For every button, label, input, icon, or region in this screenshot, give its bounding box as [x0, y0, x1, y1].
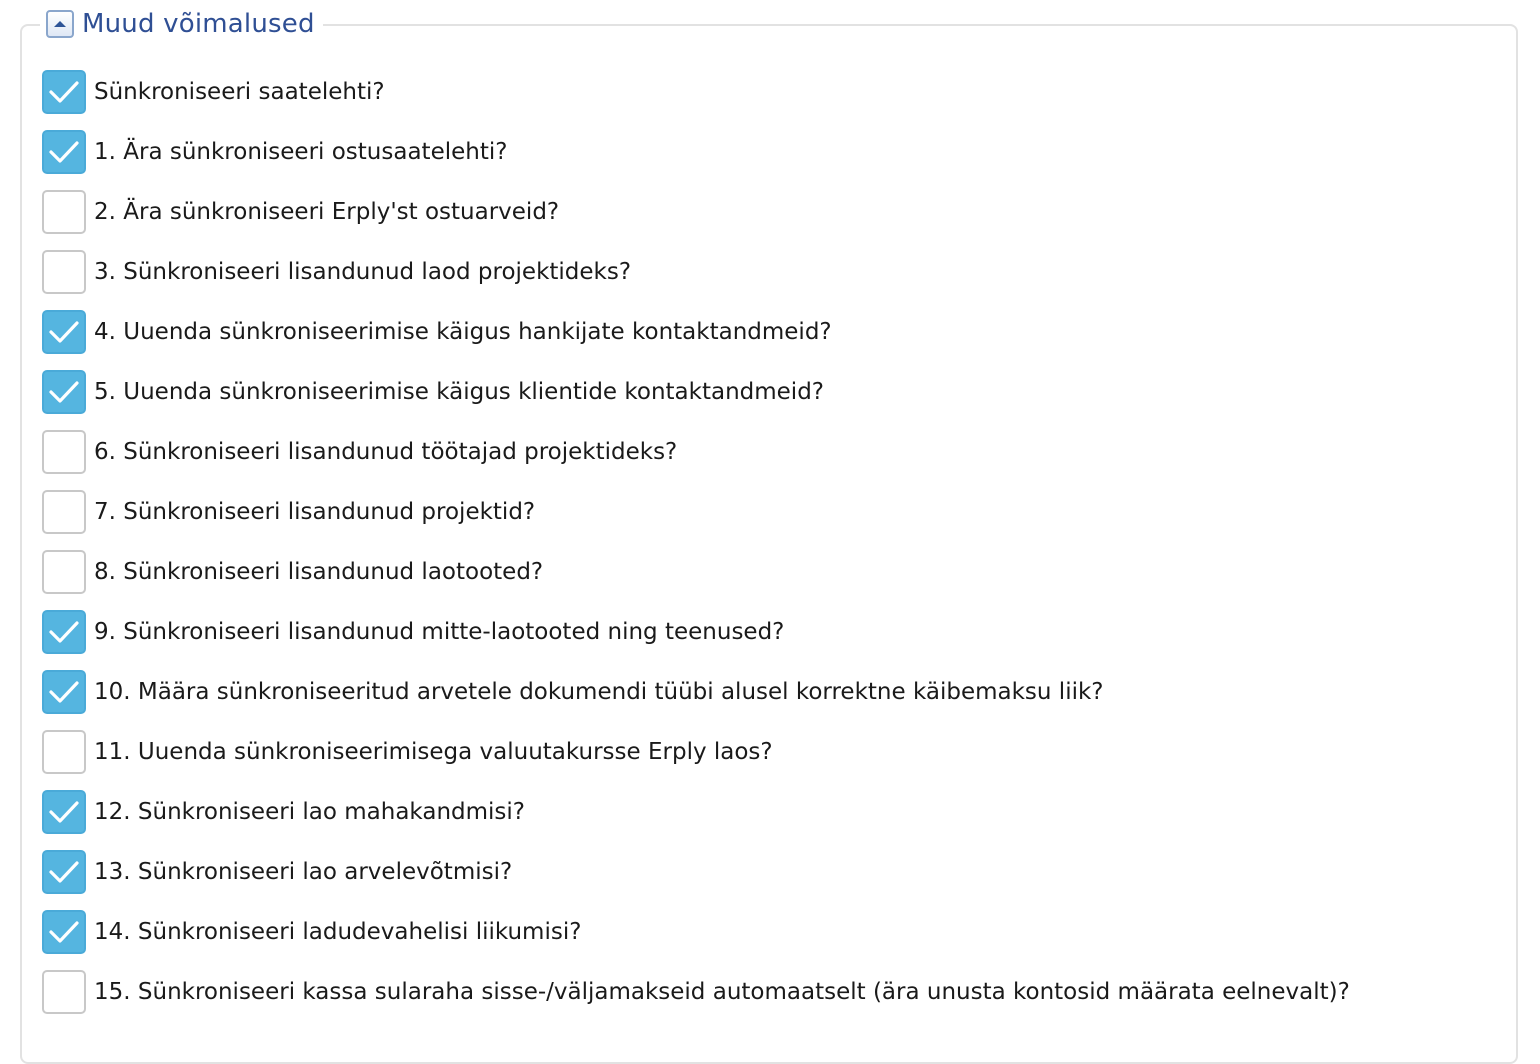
option-row: [42, 482, 1350, 542]
option-label[interactable]: 2. Ära sünkroniseeri Erply'st ostuarveid?: [94, 199, 560, 225]
option-label[interactable]: 14. Sünkroniseeri ladudevahelisi liikumisi?: [94, 919, 582, 945]
option-checkbox[interactable]: [42, 430, 86, 474]
option-checkbox[interactable]: [42, 970, 86, 1014]
checkmark-icon: [47, 378, 81, 406]
option-row: [42, 782, 1350, 842]
option-checkbox[interactable]: [42, 70, 86, 114]
option-row: [42, 722, 1350, 782]
option-checkbox[interactable]: [42, 130, 86, 174]
checkmark-icon: [47, 798, 81, 826]
option-checkbox[interactable]: [42, 550, 86, 594]
option-label[interactable]: 3. Sünkroniseeri lisandunud laod projektideks?: [94, 259, 632, 285]
option-row: [42, 302, 1350, 362]
option-label[interactable]: 10. Määra sünkroniseeritud arvetele dokumendi tüübi alusel korrektne käibemaksu liik?: [94, 679, 1104, 705]
option-label[interactable]: 9. Sünkroniseeri lisandunud mitte-laotooted ning teenused?: [94, 619, 785, 645]
option-row: [42, 602, 1350, 662]
fieldset-legend: [40, 6, 323, 42]
option-checkbox[interactable]: [42, 850, 86, 894]
checkmark-icon: [47, 138, 81, 166]
checkmark-icon: [47, 678, 81, 706]
option-row: [42, 542, 1350, 602]
option-label[interactable]: 15. Sünkroniseeri kassa sularaha sisse-/väljamakseid automaatselt (ära unusta kontosid määrata eelnevalt)?: [94, 979, 1350, 1005]
option-label[interactable]: 7. Sünkroniseeri lisandunud projektid?: [94, 499, 536, 525]
option-row: [42, 242, 1350, 302]
checkmark-icon: [47, 618, 81, 646]
option-checkbox[interactable]: [42, 190, 86, 234]
option-row: [42, 662, 1350, 722]
panel-title: Muud võimalused: [82, 9, 315, 39]
option-label[interactable]: 6. Sünkroniseeri lisandunud töötajad projektideks?: [94, 439, 678, 465]
options-list: [42, 62, 1350, 1022]
option-row: [42, 902, 1350, 962]
option-label[interactable]: Sünkroniseeri saatelehti?: [94, 79, 385, 105]
checkmark-icon: [47, 78, 81, 106]
option-label[interactable]: 12. Sünkroniseeri lao mahakandmisi?: [94, 799, 525, 825]
option-row: [42, 62, 1350, 122]
option-label[interactable]: 4. Uuenda sünkroniseerimise käigus hankijate kontaktandmeid?: [94, 319, 832, 345]
checkmark-icon: [47, 858, 81, 886]
checkmark-icon: [47, 918, 81, 946]
option-row: [42, 362, 1350, 422]
option-label[interactable]: 8. Sünkroniseeri lisandunud laotooted?: [94, 559, 544, 585]
option-checkbox[interactable]: [42, 790, 86, 834]
option-row: [42, 122, 1350, 182]
option-label[interactable]: 11. Uuenda sünkroniseerimisega valuutakursse Erply laos?: [94, 739, 773, 765]
option-label[interactable]: 13. Sünkroniseeri lao arvelevõtmisi?: [94, 859, 513, 885]
option-checkbox[interactable]: [42, 490, 86, 534]
option-checkbox[interactable]: [42, 610, 86, 654]
checkmark-icon: [47, 318, 81, 346]
option-checkbox[interactable]: [42, 310, 86, 354]
option-label[interactable]: 5. Uuenda sünkroniseerimise käigus klientide kontaktandmeid?: [94, 379, 825, 405]
option-row: [42, 962, 1350, 1022]
option-checkbox[interactable]: [42, 730, 86, 774]
option-row: [42, 182, 1350, 242]
option-label[interactable]: 1. Ära sünkroniseeri ostusaatelehti?: [94, 139, 508, 165]
option-checkbox[interactable]: [42, 910, 86, 954]
chevron-up-icon: [53, 19, 67, 29]
option-checkbox[interactable]: [42, 370, 86, 414]
option-checkbox[interactable]: [42, 250, 86, 294]
option-row: [42, 842, 1350, 902]
option-checkbox[interactable]: [42, 670, 86, 714]
collapse-button[interactable]: [46, 10, 74, 38]
option-row: [42, 422, 1350, 482]
